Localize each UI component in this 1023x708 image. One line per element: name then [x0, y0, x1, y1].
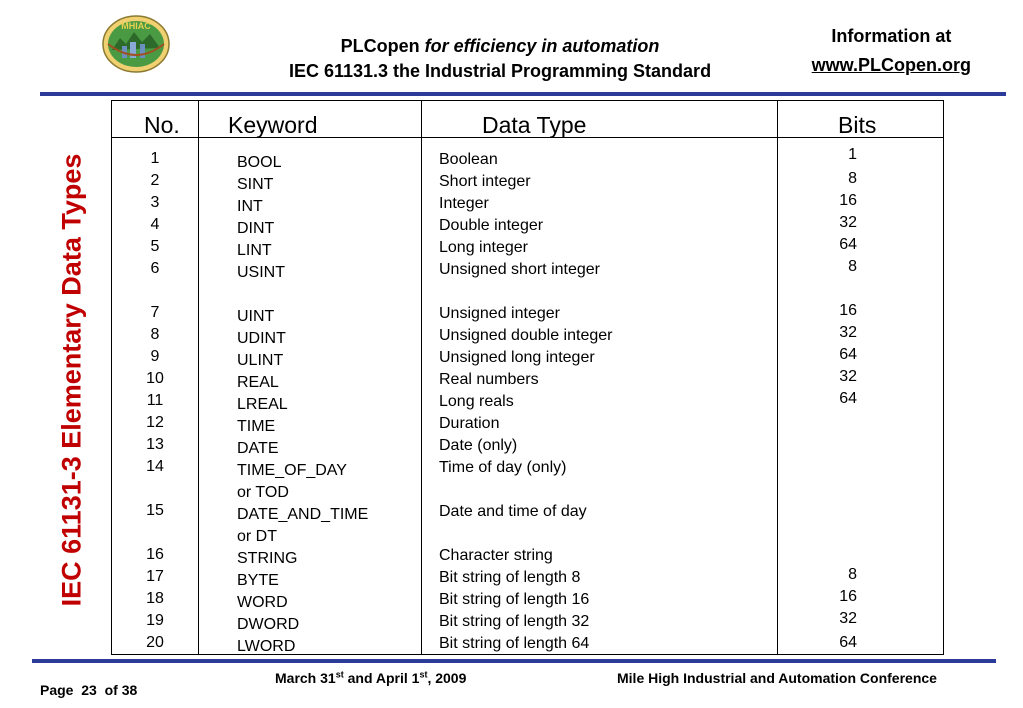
cell-bits: 64: [839, 634, 857, 651]
info-label: Information at: [831, 26, 952, 46]
cell-data-type: Unsigned double integer: [439, 327, 613, 344]
cell-keyword: REAL: [237, 374, 279, 391]
cell-data-type: Duration: [439, 415, 500, 432]
cell-bits: 16: [839, 588, 857, 605]
cell-data-type: Bit string of length 32: [439, 613, 590, 630]
cell-bits: 8: [848, 258, 857, 275]
cell-keyword: UINT: [237, 308, 275, 325]
cell-data-type: Bit string of length 16: [439, 591, 590, 608]
cell-bits: 32: [839, 214, 857, 231]
cell-keyword: LWORD: [237, 638, 296, 655]
cell-data-type: Unsigned long integer: [439, 349, 595, 366]
cell-data-type: Bit string of length 8: [439, 569, 581, 586]
cell-no: 12: [146, 414, 164, 431]
cell-keyword: BOOL: [237, 154, 282, 171]
cell-data-type: Long reals: [439, 393, 514, 410]
cell-no: 11: [146, 392, 164, 409]
cell-data-type: Date and time of day: [439, 503, 587, 520]
cell-keyword: DINT: [237, 220, 275, 237]
page-indicator: [40, 682, 137, 698]
cell-keyword: STRING: [237, 550, 298, 567]
cell-keyword: or TOD: [237, 484, 289, 501]
cell-keyword: BYTE: [237, 572, 279, 589]
cell-data-type: Double integer: [439, 217, 544, 234]
cell-keyword: USINT: [237, 264, 285, 281]
page-number: 23: [81, 682, 97, 698]
cell-no: 7: [150, 304, 160, 321]
cell-no: 8: [150, 326, 160, 343]
column-divider: [198, 101, 199, 654]
info-block: [812, 26, 971, 76]
cell-bits: 64: [839, 346, 857, 363]
side-title: IEC 61131-3 Elementary Data Types: [56, 153, 87, 607]
data-types-table: [111, 100, 944, 655]
cell-keyword: WORD: [237, 594, 288, 611]
column-divider: [421, 101, 422, 654]
cell-no: 2: [150, 172, 160, 189]
cell-data-type: Real numbers: [439, 371, 539, 388]
cell-no: 15: [146, 502, 164, 519]
column-divider: [777, 101, 778, 654]
footer-date-part1: March 31: [275, 670, 336, 686]
footer-date-sup2: st: [419, 669, 428, 680]
cell-data-type: Integer: [439, 195, 489, 212]
col-header-keyword: Keyword: [228, 112, 318, 138]
cell-no: 20: [146, 634, 164, 651]
mhiac-logo: [100, 14, 172, 74]
cell-keyword: TIME_OF_DAY: [237, 462, 347, 479]
cell-data-type: Short integer: [439, 173, 531, 190]
page-total: of 38: [104, 682, 138, 698]
cell-keyword: TIME: [237, 418, 276, 435]
cell-no: 16: [146, 546, 164, 563]
footer-date-part3: , 2009: [427, 670, 467, 686]
cell-keyword: ULINT: [237, 352, 284, 369]
cell-keyword: UDINT: [237, 330, 286, 347]
logo-text: MHIAC: [121, 21, 151, 31]
header-title-italic: for efficiency in automation: [424, 36, 660, 56]
cell-data-type: Unsigned integer: [439, 305, 560, 322]
footer-date-sup1: st: [335, 669, 344, 680]
cell-keyword: or DT: [237, 528, 277, 545]
cell-data-type: Time of day (only): [439, 459, 567, 476]
bottom-divider: [32, 659, 996, 663]
cell-bits: 16: [839, 302, 857, 319]
cell-data-type: Unsigned short integer: [439, 261, 600, 278]
cell-bits: 16: [839, 192, 857, 209]
cell-data-type: Long integer: [439, 239, 528, 256]
cell-keyword: LINT: [237, 242, 272, 259]
cell-keyword: LREAL: [237, 396, 288, 413]
cell-no: 5: [150, 238, 160, 255]
cell-bits: 32: [839, 368, 857, 385]
header-subtitle: IEC 61131.3 the Industrial Programming Standard: [288, 61, 712, 81]
cell-bits: 32: [839, 324, 857, 341]
cell-no: 17: [146, 568, 164, 585]
cell-no: 18: [146, 590, 164, 607]
cell-keyword: DATE: [237, 440, 279, 457]
info-url-link[interactable]: www.PLCopen.org: [811, 55, 971, 75]
cell-data-type: Character string: [439, 547, 553, 564]
cell-no: 19: [146, 612, 164, 629]
footer-date: [275, 670, 466, 686]
cell-no: 3: [150, 194, 160, 211]
cell-no: 4: [150, 216, 160, 233]
cell-keyword: SINT: [237, 176, 274, 193]
cell-bits: 32: [839, 610, 857, 627]
cell-bits: 1: [848, 146, 857, 163]
cell-no: 13: [146, 436, 164, 453]
cell-keyword: DATE_AND_TIME: [237, 506, 369, 523]
cell-keyword: INT: [237, 198, 263, 215]
cell-bits: 8: [848, 170, 857, 187]
header-title-plain: PLCopen: [340, 36, 420, 56]
page-label: Page: [40, 682, 74, 698]
cell-bits: 8: [848, 566, 857, 583]
cell-no: 6: [150, 260, 160, 277]
cell-data-type: Boolean: [439, 151, 498, 168]
cell-no: 1: [150, 150, 160, 167]
cell-data-type: Date (only): [439, 437, 518, 454]
col-header-data-type: Data Type: [482, 112, 587, 138]
top-divider: [40, 92, 1006, 96]
cell-data-type: Bit string of length 64: [439, 635, 590, 652]
cell-bits: 64: [839, 236, 857, 253]
cell-no: 14: [146, 458, 164, 475]
col-header-no: No.: [144, 112, 180, 138]
footer-date-part2: and April 1: [343, 670, 420, 686]
header-title: [180, 36, 820, 57]
footer-conference: Mile High Industrial and Automation Conference: [617, 670, 937, 686]
cell-no: 9: [150, 348, 160, 365]
cell-keyword: DWORD: [237, 616, 300, 633]
cell-bits: 64: [839, 390, 857, 407]
cell-no: 10: [146, 370, 164, 387]
col-header-bits: Bits: [838, 112, 877, 138]
